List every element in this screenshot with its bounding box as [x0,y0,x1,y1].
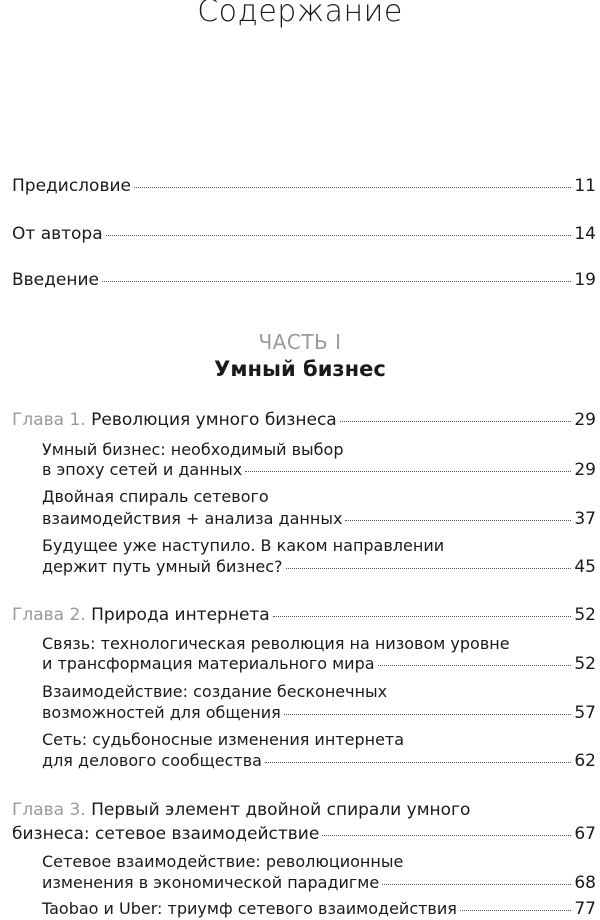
toc-page-number: 37 [574,509,596,529]
section-title-line: Умный бизнес: необходимый выбор [42,440,344,459]
dot-leader [460,910,571,911]
section-title-line: возможностей для общения [42,703,281,722]
chapter-prefix: Глава 1. [12,410,86,430]
toc-page-number: 19 [574,270,596,290]
dot-leader [134,187,571,188]
dot-leader [378,665,572,666]
toc-entry-label: Введение [12,270,99,290]
dot-leader [106,235,572,236]
toc-page-number: 57 [574,703,596,723]
section-title-line: Взаимодействие: создание бесконечных [42,682,388,701]
dot-leader [322,835,571,836]
part-label: ЧАСТЬ I [258,330,342,354]
dot-leader [273,616,572,617]
section-title-line: изменения в экономической парадигме [42,873,380,892]
toc-page-number: 29 [574,460,596,480]
section-title-line: Сетевое взаимодействие: революционные [42,852,404,871]
dot-leader [284,714,572,715]
dot-leader [102,281,571,282]
toc-section[interactable] [42,654,596,674]
dot-leader [265,762,571,763]
toc-page-number: 11 [574,176,596,196]
toc-section[interactable] [42,703,596,723]
toc-section[interactable] [42,899,596,919]
dot-leader [345,520,571,521]
toc-page-number: 29 [574,410,596,430]
section-title-line: Связь: технологическая революция на низовом уровне [42,634,510,653]
chapter-title-line: бизнеса: сетевое взаимодействие [12,824,320,844]
toc-entry-label: От автора [12,224,103,244]
section-title-line: для делового сообщества [42,751,262,770]
toc-section[interactable] [42,557,596,577]
section-title-line: и трансформация материального мира [42,654,375,673]
section-title-line: Двойная спираль сетевого [42,487,269,506]
chapter-prefix: Глава 2. [12,605,86,625]
toc-section[interactable] [42,509,596,529]
dot-leader [286,568,572,569]
toc-page-number: 62 [574,751,596,771]
section-title-line: в эпоху сетей и данных [42,460,243,479]
toc-chapter-1[interactable] [12,410,596,430]
toc-entry-introduction[interactable] [12,270,596,290]
chapter-title-line: Первый элемент двойной спирали умного [91,800,471,820]
section-title-line: Будущее уже наступило. В каком направлении [42,536,445,555]
dot-leader [382,884,571,885]
part-title: Умный бизнес [214,357,386,381]
toc-chapter-2[interactable] [12,605,596,625]
dot-leader [245,471,571,472]
toc-page-number: 52 [574,605,596,625]
toc-page-number: 52 [574,654,596,674]
toc-entry-label: Предисловие [12,176,131,196]
toc-page-number: 77 [574,899,596,919]
toc-chapter-3-title[interactable] [12,800,596,820]
chapter-title: Природа интернета [91,605,270,625]
toc-entry-from-author[interactable] [12,224,596,244]
toc-entry-foreword[interactable] [12,176,596,196]
toc-page-number: 67 [574,824,596,844]
section-title-line: держит путь умный бизнес? [42,557,283,576]
dot-leader [340,421,572,422]
section-title-line: взаимодействия + анализа данных [42,509,343,528]
chapter-prefix: Глава 3. [12,800,86,820]
toc-section[interactable] [42,751,596,771]
section-title-line: Taobao и Uber: триумф сетевого взаимодействия [42,899,457,918]
page-title: Содержание [197,0,403,29]
toc-section[interactable] [42,873,596,893]
toc-page-number: 45 [574,557,596,577]
toc-chapter-3[interactable] [12,824,596,844]
toc-section[interactable] [42,460,596,480]
toc-page-number: 14 [574,224,596,244]
toc-page-number: 68 [574,873,596,893]
section-title-line: Сеть: судьбоносные изменения интернета [42,730,405,749]
chapter-title: Революция умного бизнеса [91,410,337,430]
